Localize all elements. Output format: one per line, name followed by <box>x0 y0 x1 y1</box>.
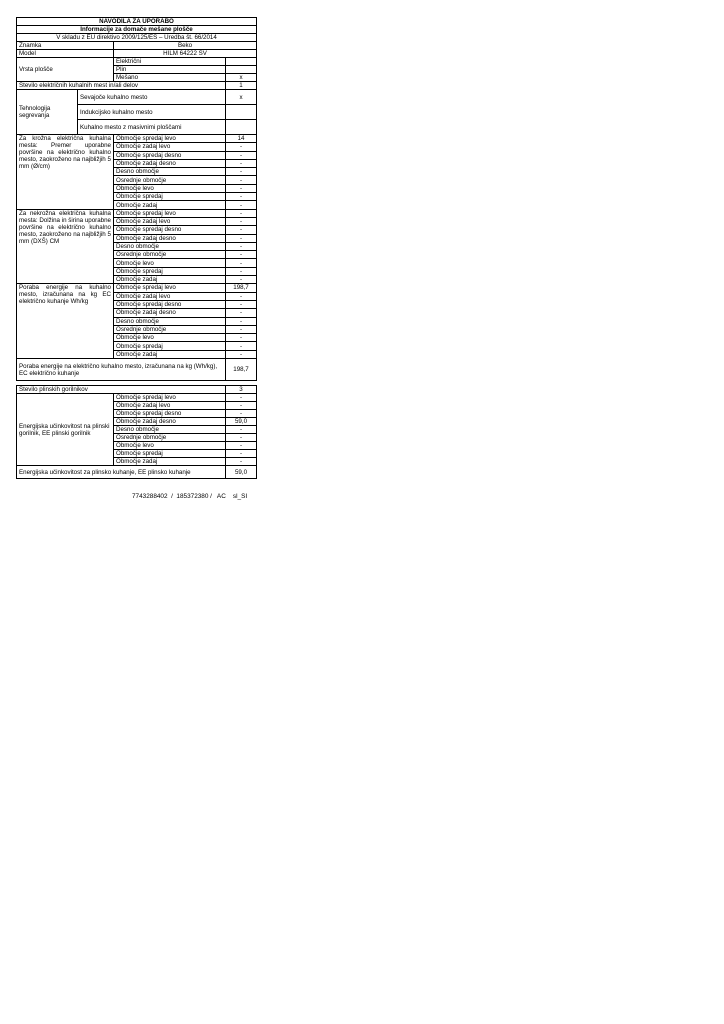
consumption-zone-value: - <box>226 325 257 333</box>
technology-value: x <box>226 90 257 105</box>
noncircular-zone-value: - <box>226 267 257 275</box>
technology-label: Tehnologija segrevanja <box>17 90 78 135</box>
plate-type-option: Mešano <box>114 74 226 82</box>
gas-total-value: 59,0 <box>226 466 257 479</box>
consumption-zone-area: Območje zadaj <box>114 350 226 358</box>
gas-zone-area: Območje zadaj desno <box>114 418 226 426</box>
gas-count-value: 3 <box>226 386 257 394</box>
technology-option: Indukcijsko kuhalno mesto <box>78 105 226 120</box>
consumption-zone-value: - <box>226 342 257 350</box>
circular-zone-label: Za krožna električna kuhalna mesta: Premer uporabne površine na električno kuhalno mesto, zaokroženo na najbližjih 5 mm (Ø/cm) <box>17 135 114 210</box>
noncircular-zone-area: Območje levo <box>114 259 226 267</box>
consumption-zone-area: Območje zadaj desno <box>114 309 226 317</box>
noncircular-zone-value: - <box>226 242 257 250</box>
technology-option: Sevajoče kuhalno mesto <box>78 90 226 105</box>
gas-zone-value: - <box>226 394 257 402</box>
gas-zone-value: - <box>226 434 257 442</box>
consumption-zone-value: - <box>226 334 257 342</box>
noncircular-zone-area: Desno območje <box>114 242 226 250</box>
gas-zone-value: 59,0 <box>226 418 257 426</box>
gas-zone-area: Območje zadaj <box>114 458 226 466</box>
circular-zone-area: Desno območje <box>114 168 226 176</box>
technology-value <box>226 105 257 120</box>
noncircular-zone-area: Območje spredaj levo <box>114 209 226 217</box>
gas-zone-area: Osrednje območje <box>114 434 226 442</box>
noncircular-zone-area: Območje zadaj levo <box>114 217 226 225</box>
consumption-zone-area: Osrednje območje <box>114 325 226 333</box>
product-info-table <box>16 17 257 479</box>
gas-zone-area: Območje spredaj <box>114 450 226 458</box>
gas-zone-value: - <box>226 442 257 450</box>
brand-value: Beko <box>114 42 257 50</box>
circular-zone-area: Območje zadaj levo <box>114 143 226 151</box>
consumption-zone-area: Območje zadaj levo <box>114 292 226 300</box>
electric-count-label: Število električnih kuhalnih mest in/ali delov <box>17 82 226 90</box>
consumption-zone-area: Območje spredaj levo <box>114 284 226 292</box>
gas-zone-label: Energijska učinkovitost na plinski gorilnik, EE plinski gorilnik <box>17 394 114 466</box>
noncircular-zone-area: Območje zadaj desno <box>114 234 226 242</box>
noncircular-zone-area: Območje spredaj <box>114 267 226 275</box>
document-subtitle: Informacije za domače mešane plošče <box>17 26 257 34</box>
consumption-zone-area: Območje spredaj <box>114 342 226 350</box>
consumption-zone-value: - <box>226 350 257 358</box>
consumption-zone-value: - <box>226 309 257 317</box>
gas-total-label: Energijska učinkovitost za plinsko kuhanje, EE plinsko kuhanje <box>17 466 226 479</box>
circular-zone-value: - <box>226 151 257 159</box>
consumption-zone-value: 198,7 <box>226 284 257 292</box>
circular-zone-value: - <box>226 143 257 151</box>
circular-zone-area: Območje levo <box>114 184 226 192</box>
circular-zone-area: Območje spredaj levo <box>114 135 226 143</box>
circular-zone-value: 14 <box>226 135 257 143</box>
plate-type-value <box>226 58 257 66</box>
noncircular-zone-value: - <box>226 251 257 259</box>
plate-type-value <box>226 66 257 74</box>
gas-zone-area: Območje zadaj levo <box>114 402 226 410</box>
noncircular-zone-area: Območje zadaj <box>114 276 226 284</box>
gas-zone-value: - <box>226 410 257 418</box>
technology-option: Kuhalno mesto z masivnimi ploščami <box>78 120 226 135</box>
noncircular-zone-value: - <box>226 217 257 225</box>
gas-zone-area: Desno območje <box>114 426 226 434</box>
noncircular-zone-area: Osrednje območje <box>114 251 226 259</box>
circular-zone-value: - <box>226 176 257 184</box>
consumption-total-value: 198,7 <box>226 359 257 381</box>
consumption-zone-value: - <box>226 292 257 300</box>
consumption-total-label: Poraba energije na električno kuhalno mesto, izračunana na kg (Wh/kg), EC električno kuhanje <box>17 359 226 381</box>
model-value: HILM 64222 SV <box>114 50 257 58</box>
noncircular-zone-value: - <box>226 276 257 284</box>
noncircular-zone-value: - <box>226 226 257 234</box>
gas-count-label: Število plinskih gorilnikov <box>17 386 226 394</box>
circular-zone-area: Območje spredaj desno <box>114 151 226 159</box>
circular-zone-area: Območje zadaj <box>114 201 226 209</box>
plate-type-value: x <box>226 74 257 82</box>
noncircular-zone-value: - <box>226 209 257 217</box>
gas-zone-area: Območje levo <box>114 442 226 450</box>
circular-zone-value: - <box>226 193 257 201</box>
consumption-zone-area: Območje spredaj desno <box>114 300 226 308</box>
plate-type-option: Električni <box>114 58 226 66</box>
circular-zone-area: Območje spredaj <box>114 193 226 201</box>
noncircular-zone-label: Za nekrožna električna kuhalna mesta: Dolžina in širina uporabne površine na električno kuhalno mesto, zaokroženo na najbližjih 5 mm (DXŠ) CM <box>17 209 114 284</box>
gas-zone-area: Območje spredaj desno <box>114 410 226 418</box>
model-label: Model <box>17 50 114 58</box>
noncircular-zone-value: - <box>226 259 257 267</box>
gas-zone-area: Območje spredaj levo <box>114 394 226 402</box>
gas-zone-value: - <box>226 450 257 458</box>
plate-type-label: Vrsta plošče <box>17 58 114 82</box>
technology-value <box>226 120 257 135</box>
consumption-zone-area: Desno območje <box>114 317 226 325</box>
brand-label: Znamka <box>17 42 114 50</box>
circular-zone-area: Osrednje območje <box>114 176 226 184</box>
circular-zone-value: - <box>226 201 257 209</box>
gas-zone-value: - <box>226 458 257 466</box>
document-title: NAVODILA ZA UPORABO <box>17 18 257 26</box>
circular-zone-value: - <box>226 168 257 176</box>
consumption-zone-label: Poraba energije na kuhalno mesto, izračunana na kg EC električno kuhanje Wh/kg <box>17 284 114 359</box>
circular-zone-area: Območje zadaj desno <box>114 159 226 167</box>
circular-zone-value: - <box>226 159 257 167</box>
plate-type-option: Plin <box>114 66 226 74</box>
circular-zone-value: - <box>226 184 257 192</box>
gas-zone-value: - <box>226 402 257 410</box>
consumption-zone-value: - <box>226 300 257 308</box>
document-code: 7743288402 / 185372380 / AC sl_SI <box>132 493 248 500</box>
consumption-zone-value: - <box>226 317 257 325</box>
consumption-zone-area: Območje levo <box>114 334 226 342</box>
noncircular-zone-value: - <box>226 234 257 242</box>
noncircular-zone-area: Območje spredaj desno <box>114 226 226 234</box>
product-information-sheet <box>16 17 256 479</box>
gas-zone-value: - <box>226 426 257 434</box>
directive-reference: V skladu z EU direktivo 2009/125/ES – Uredba št. 66/2014 <box>17 34 257 42</box>
electric-count-value: 1 <box>226 82 257 90</box>
